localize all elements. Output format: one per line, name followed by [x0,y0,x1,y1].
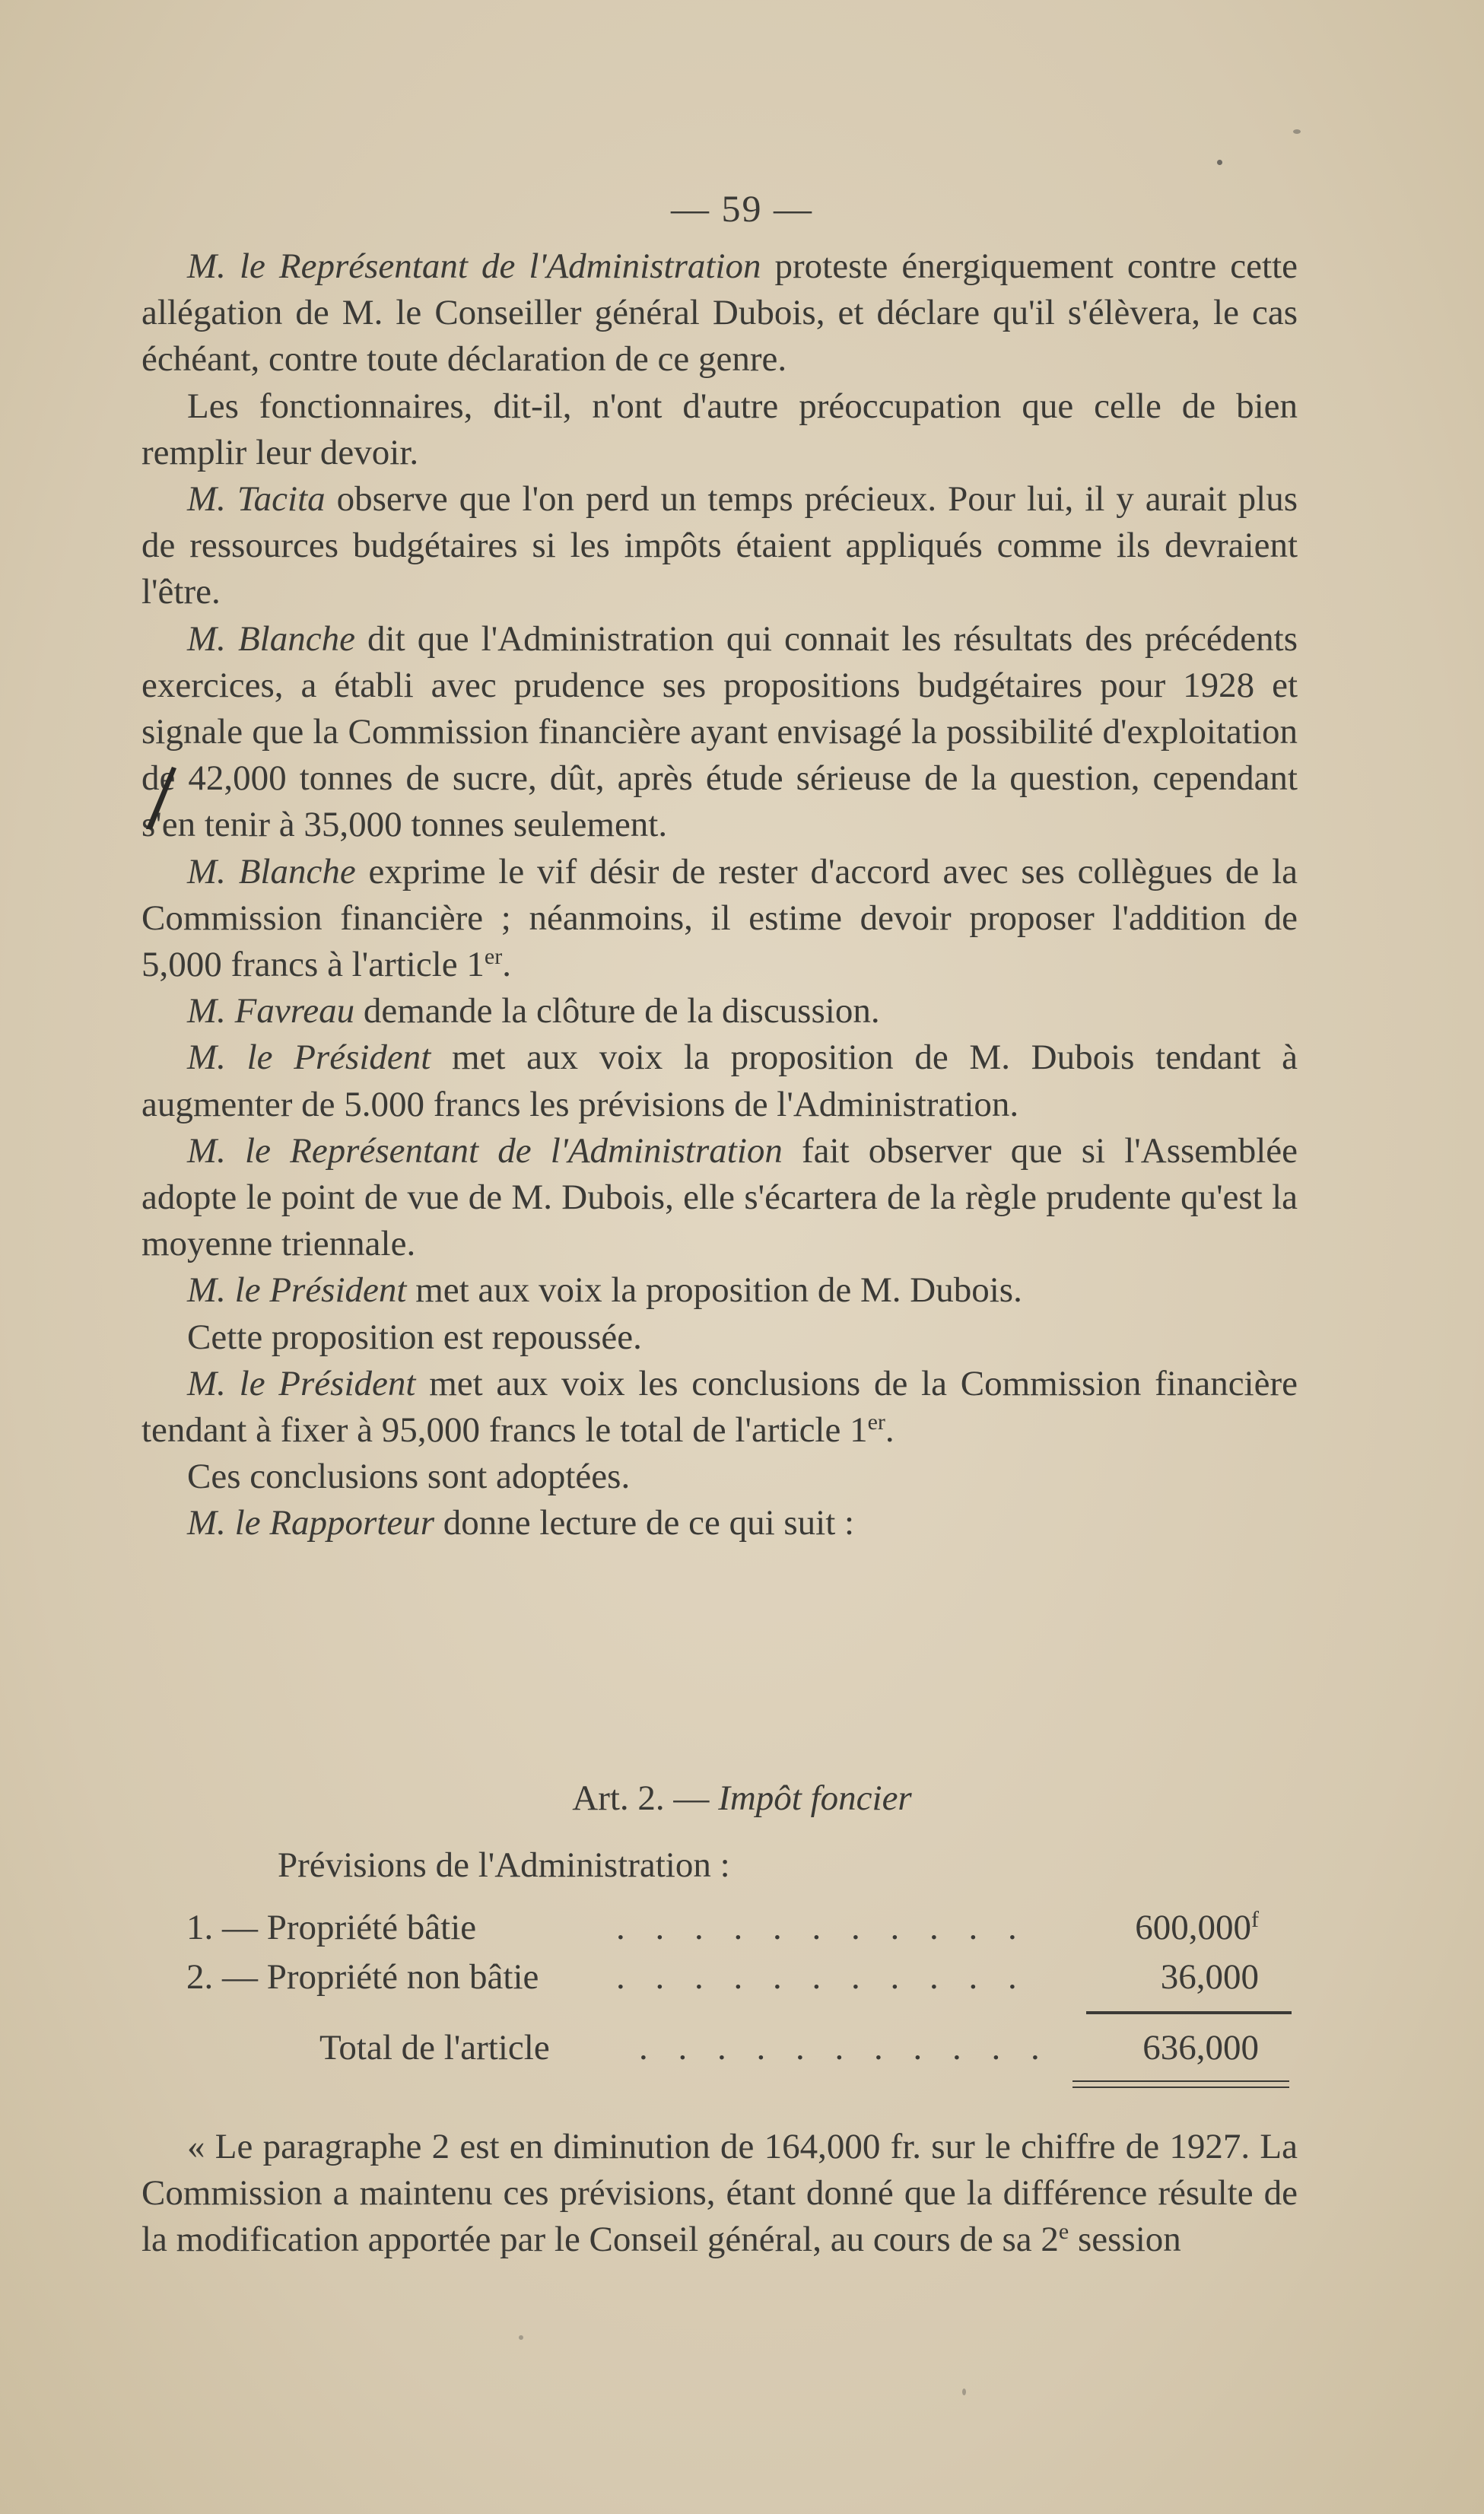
speaker-name: M. Blanche [187,851,356,892]
paragraph-5 [141,849,1298,989]
amount-value: 600,000 [1135,1908,1251,1947]
paper-speck [1293,129,1301,134]
paragraph-text: donne lecture de ce qui suit : [434,1503,855,1543]
paragraph-text: dit que l'Administration qui connait les résultats des précédents exercices, a établi avec prudence ses propositions budgétaires pour 1928 et signale que la Commission financière ayant envisagé la possibilité d'exploitation de 42,000 tonnes de sucre, dût, après étude sérieuse de la question, cependant s'en tenir à 35,000 tonnes seulement. [141,618,1298,845]
paragraph-text: observe que l'on perd un temps précieux. Pour lui, il y aurait plus de ressources budgétaires si les impôts étaient appliqués comme ils devraient l'être. [141,479,1298,612]
superscript: e [1058,2219,1069,2245]
total-amount: 636,000 [1142,2028,1259,2067]
paragraph-8 [141,1128,1298,1268]
paragraph-text: fait observer que si l'Assemblée adopte le point de vue de M. Dubois, elle s'écartera de la règle prudente qu'est la moyenne triennale. [141,1130,1298,1264]
budget-row-label: 1. — Propriété bâtie [186,1908,477,1947]
speaker-name: M. le Représentant de l'Administration [187,246,761,286]
paragraph-13 [141,1500,1298,1546]
amount-value: 36,000 [1160,1957,1259,1997]
total-row [319,2027,1259,2073]
paragraph-text: met aux voix la proposition de M. Dubois tendant à augmenter de 5.000 francs les prévisions de l'Administration. [141,1038,1298,1124]
budget-row-amount [1161,1956,1259,1998]
budget-row-leader: . . . . . . . . . . . [616,1957,1028,1997]
previsions-label: Prévisions de l'Administration : [278,1845,730,1885]
paragraph-text: Ces conclusions sont adoptées. [187,1457,631,1497]
budget-row-amount [1135,1907,1259,1948]
paragraph-text: met aux voix la proposition de M. Dubois. [406,1270,1022,1311]
paper-speck [962,2388,966,2395]
article-title: Impôt foncier [718,1778,912,1818]
total-label: Total de l'article [319,2028,550,2067]
paragraph-text: proteste énergiquement contre cette allégation de M. le Conseiller général Dubois, et déclare qu'il s'élèvera, le cas échéant, contre toute déclaration de ce genre. [141,246,1298,380]
speaker-name: M. le Président [187,1038,431,1078]
speaker-name: M. le Président [187,1363,416,1403]
article-number: Art. 2. — [572,1778,710,1818]
paragraph-9 [141,1267,1298,1314]
minutes-body [141,243,1298,1547]
paragraph-text: demande la clôture de la discussion. [354,991,880,1031]
section-heading [0,1778,1484,1819]
paragraph-3 [141,476,1298,616]
paragraph-2 [141,383,1298,476]
speaker-name: M. Tacita [187,479,326,520]
speaker-name: M. le Président [187,1270,407,1311]
total-double-rule [1072,2080,1289,2088]
paragraph-7 [141,1035,1298,1127]
subtotal-rule [1086,2011,1292,2014]
paragraph-6 [141,988,1298,1035]
amount-unit: f [1251,1907,1259,1932]
paragraph-11 [141,1361,1298,1454]
pen-stroke-mark [135,764,181,832]
paper-speck [519,2335,523,2340]
paragraph-text: met aux voix les conclusions de la Commission financière tendant à fixer à 95,000 francs le total de l'article 1 [141,1363,1298,1451]
paragraph-text: « Le paragraphe 2 est en diminution de 164,000 fr. sur le chiffre de 1927. La Commission a maintenu ces prévisions, étant donné que la différence résulte de la modification apportée par le Conseil général, au cours de sa 2 [141,2127,1298,2260]
paragraph-end: . [502,945,511,985]
paragraph-text: Cette proposition est repoussée. [187,1317,642,1357]
closing-paragraph [141,2124,1298,2264]
speaker-name: M. Favreau [187,991,355,1031]
superscript: er [867,1410,885,1435]
paragraph-closing [141,2124,1298,2264]
paragraph-text: Les fonctionnaires, dit-il, n'ont d'autre préoccupation que celle de bien remplir leur devoir. [141,386,1298,472]
speaker-name: M. Blanche [187,618,355,659]
page-number: — 59 — [671,187,813,230]
paragraph-1 [141,243,1298,383]
budget-row-label: 2. — Propriété non bâtie [186,1957,539,1997]
paragraph-text: exprime le vif désir de rester d'accord avec ses collègues de la Commission financière ; néanmoins, il estime devoir proposer l'addition de 5,000 francs à l'article 1 [141,851,1298,985]
speaker-name: M. le Représentant de l'Administration [187,1130,783,1171]
budget-row-leader: . . . . . . . . . . . [616,1908,1028,1947]
budget-row [186,1907,1259,1953]
paragraph-4 [141,616,1298,849]
paper-speck [1217,160,1222,165]
paragraph-12 [141,1454,1298,1500]
speaker-name: M. le Rapporteur [187,1503,435,1543]
superscript: er [484,944,503,970]
budget-row [186,1956,1259,2002]
total-leader: . . . . . . . . . . . [639,2028,1050,2067]
paragraph-10 [141,1314,1298,1361]
paragraph-end: . [885,1410,895,1451]
paragraph-end: session [1069,2220,1181,2260]
